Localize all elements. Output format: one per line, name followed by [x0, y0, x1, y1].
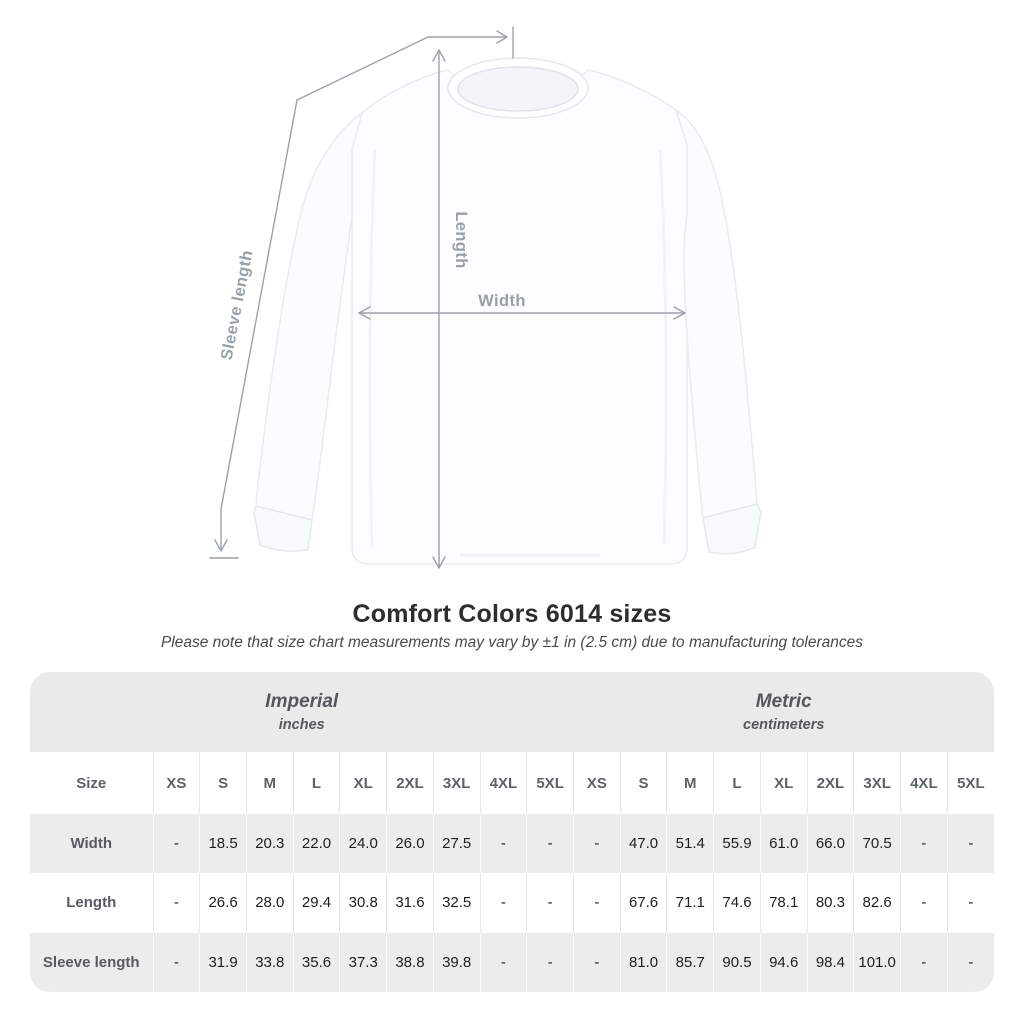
- table-row: [30, 933, 994, 992]
- measurement-cell: 94.6: [760, 933, 807, 992]
- size-col-header: XL: [760, 752, 807, 814]
- size-table-body: [30, 814, 994, 992]
- measurement-cell: 47.0: [620, 814, 667, 873]
- measurement-cell: 31.9: [200, 933, 247, 992]
- row-label: Sleeve length: [30, 933, 153, 992]
- measurement-cell: -: [901, 814, 948, 873]
- table-row: [30, 873, 994, 932]
- measurement-cell: 39.8: [433, 933, 480, 992]
- measurement-cell: -: [153, 814, 200, 873]
- size-col-header: 4XL: [901, 752, 948, 814]
- measurement-cell: -: [947, 814, 994, 873]
- measurement-cell: 31.6: [387, 873, 434, 932]
- metric-label: Metric: [755, 691, 812, 712]
- shirt-left-sleeve: [256, 113, 362, 520]
- measurement-cell: 35.6: [293, 933, 340, 992]
- metric-group-header: [573, 672, 994, 752]
- size-col-header: M: [246, 752, 293, 814]
- size-col-header: L: [714, 752, 761, 814]
- measurement-cell: -: [153, 873, 200, 932]
- measurement-cell: 26.6: [200, 873, 247, 932]
- page-title: Comfort Colors 6014 sizes: [352, 600, 672, 628]
- measurement-cell: 38.8: [387, 933, 434, 992]
- measurement-cell: -: [901, 933, 948, 992]
- size-table-grid: [30, 672, 994, 992]
- measurement-cell: -: [947, 873, 994, 932]
- size-header-cell: Size: [30, 752, 153, 814]
- measurement-cell: 29.4: [293, 873, 340, 932]
- size-col-header: S: [620, 752, 667, 814]
- measurement-cell: -: [573, 933, 620, 992]
- size-col-header: S: [200, 752, 247, 814]
- measurement-cell: 51.4: [667, 814, 714, 873]
- measurement-cell: -: [901, 873, 948, 932]
- size-col-header: L: [293, 752, 340, 814]
- imperial-group-header: [30, 672, 573, 752]
- measurement-cell: 22.0: [293, 814, 340, 873]
- row-label: Width: [30, 814, 153, 873]
- measurement-cell: 32.5: [433, 873, 480, 932]
- size-col-header: 5XL: [947, 752, 994, 814]
- measurement-cell: 74.6: [714, 873, 761, 932]
- size-col-header: M: [667, 752, 714, 814]
- measurement-cell: 66.0: [807, 814, 854, 873]
- size-col-header: 2XL: [387, 752, 434, 814]
- measurement-cell: 101.0: [854, 933, 901, 992]
- measurement-cell: 78.1: [760, 873, 807, 932]
- sleeve-length-label: Sleeve length: [217, 248, 257, 362]
- row-label: Length: [30, 873, 153, 932]
- shirt-right-sleeve: [676, 110, 757, 518]
- size-table: [30, 672, 994, 992]
- unit-group-row: [30, 672, 994, 752]
- size-col-header: 3XL: [433, 752, 480, 814]
- width-label: Width: [478, 292, 526, 310]
- size-col-header: 4XL: [480, 752, 527, 814]
- measurement-cell: 24.0: [340, 814, 387, 873]
- table-row: [30, 814, 994, 873]
- size-col-header: XS: [573, 752, 620, 814]
- size-header-row: [30, 752, 994, 814]
- measurement-cell: -: [153, 933, 200, 992]
- measurement-cell: -: [480, 873, 527, 932]
- measurement-cell: 71.1: [667, 873, 714, 932]
- measurement-cell: 20.3: [246, 814, 293, 873]
- size-col-header: XS: [153, 752, 200, 814]
- page-subtitle: Please note that size chart measurements may vary by ±1 in (2.5 cm) due to manufacturing tolerances: [160, 634, 864, 651]
- size-col-header: XL: [340, 752, 387, 814]
- measurement-cell: 67.6: [620, 873, 667, 932]
- measurement-cell: 80.3: [807, 873, 854, 932]
- metric-sublabel: centimeters: [743, 717, 825, 733]
- measurement-cell: 61.0: [760, 814, 807, 873]
- length-label: Length: [452, 211, 470, 269]
- measurement-cell: 98.4: [807, 933, 854, 992]
- measurement-cell: -: [573, 814, 620, 873]
- measurement-cell: -: [527, 814, 574, 873]
- imperial-label: Imperial: [265, 691, 339, 712]
- measurement-cell: 27.5: [433, 814, 480, 873]
- measurement-cell: 28.0: [246, 873, 293, 932]
- measurement-cell: 37.3: [340, 933, 387, 992]
- size-col-header: 2XL: [807, 752, 854, 814]
- size-col-header: 5XL: [527, 752, 574, 814]
- measurement-cell: 70.5: [854, 814, 901, 873]
- measurement-cell: -: [527, 933, 574, 992]
- measurement-cell: 55.9: [714, 814, 761, 873]
- measurement-cell: 30.8: [340, 873, 387, 932]
- measurement-cell: 90.5: [714, 933, 761, 992]
- measurement-cell: 18.5: [200, 814, 247, 873]
- shirt-collar-opening: [458, 67, 578, 111]
- measurement-cell: 82.6: [854, 873, 901, 932]
- shirt-body: [352, 70, 687, 564]
- measurement-cell: -: [480, 814, 527, 873]
- measurement-cell: 33.8: [246, 933, 293, 992]
- measurement-cell: -: [573, 873, 620, 932]
- imperial-sublabel: inches: [278, 717, 325, 733]
- measurement-cell: -: [527, 873, 574, 932]
- shirt-illustration: [254, 58, 761, 564]
- measurement-cell: -: [480, 933, 527, 992]
- size-col-header: 3XL: [854, 752, 901, 814]
- measurement-cell: 81.0: [620, 933, 667, 992]
- measurement-cell: 85.7: [667, 933, 714, 992]
- measurement-cell: -: [947, 933, 994, 992]
- measurement-cell: 26.0: [387, 814, 434, 873]
